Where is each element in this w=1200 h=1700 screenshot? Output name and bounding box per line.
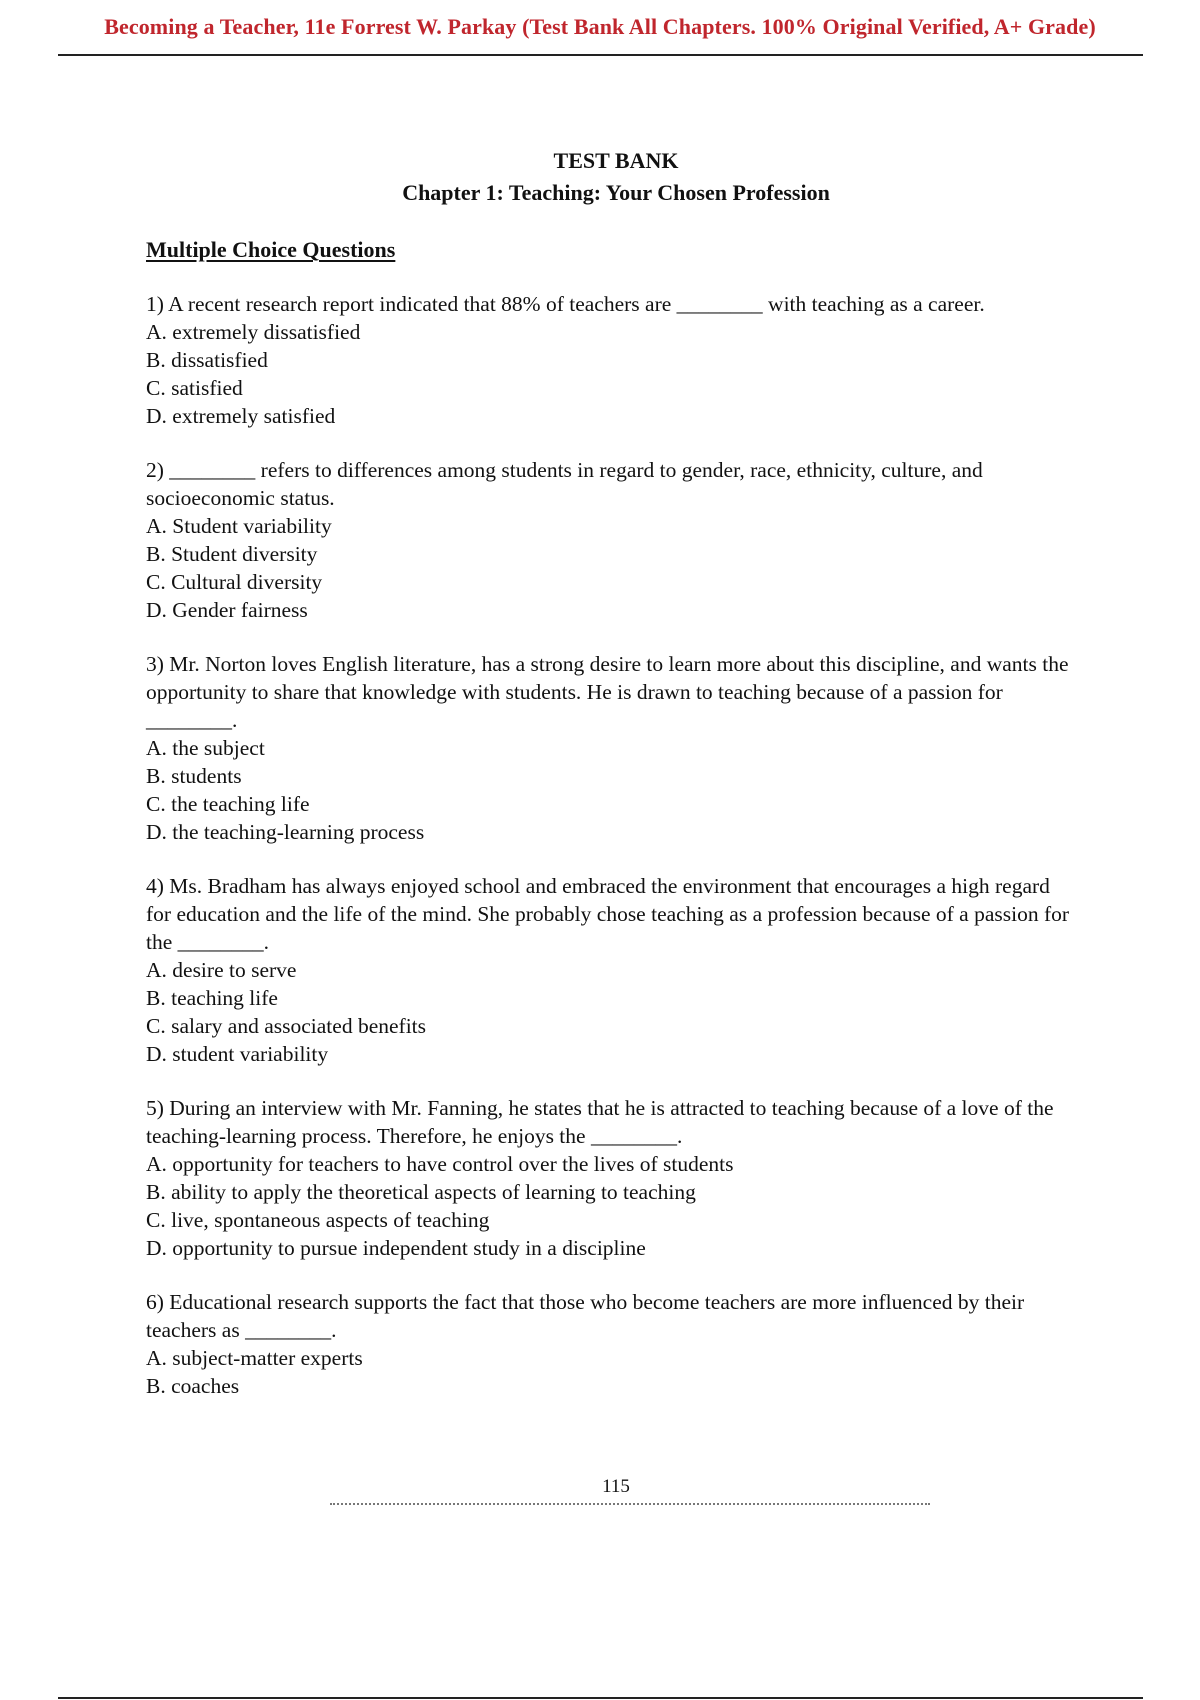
question-list — [146, 290, 1076, 1426]
answer-option: B. Student diversity — [146, 542, 318, 566]
page-number: 115 — [602, 1476, 630, 1497]
question-text: 6) Educational research supports the fact that those who become teachers are more influenced by their teachers as ________. — [146, 1290, 1025, 1342]
question-text: 4) Ms. Bradham has always enjoyed school and embraced the environment that encourages a high regard for education and the life of the mind. She probably chose teaching as a profession because of a passion for the ________. — [146, 874, 1070, 954]
answer-option: B. students — [146, 764, 242, 788]
question-text: 3) Mr. Norton loves English literature, has a strong desire to learn more about this discipline, and wants the opportunity to share that knowledge with students. He is drawn to teaching because of a passion for ________. — [146, 652, 1069, 732]
footer-dotted-line — [330, 1503, 930, 1505]
answer-option: A. the subject — [146, 736, 265, 760]
document-header — [0, 145, 1200, 209]
answer-option: D. student variability — [146, 1042, 329, 1066]
answer-option: C. live, spontaneous aspects of teaching — [146, 1208, 490, 1232]
bottom-divider — [58, 1697, 1143, 1699]
question-2 — [146, 456, 1076, 624]
doc-title: TEST BANK — [553, 148, 679, 173]
chapter-title: Chapter 1: Teaching: Your Chosen Profession — [402, 180, 830, 205]
answer-option: B. dissatisfied — [146, 348, 268, 372]
answer-option: C. salary and associated benefits — [146, 1014, 427, 1038]
answer-option: D. extremely satisfied — [146, 404, 336, 428]
answer-option: B. coaches — [146, 1374, 240, 1398]
answer-option: C. Cultural diversity — [146, 570, 323, 594]
answer-option: C. satisfied — [146, 376, 243, 400]
document-banner-title: Becoming a Teacher, 11e Forrest W. Parkay (Test Bank All Chapters. 100% Original Verified, A+ Grade) — [104, 14, 1096, 39]
question-1 — [146, 290, 1076, 430]
question-4 — [146, 872, 1076, 1068]
question-text: 5) During an interview with Mr. Fanning, he states that he is attracted to teaching because of a love of the teaching-learning process. Therefore, he enjoys the ________. — [146, 1096, 1054, 1148]
answer-option: C. the teaching life — [146, 792, 310, 816]
answer-option: A. subject-matter experts — [146, 1346, 363, 1370]
answer-option: A. opportunity for teachers to have control over the lives of students — [146, 1152, 734, 1176]
answer-option: B. ability to apply the theoretical aspects of learning to teaching — [146, 1180, 696, 1204]
answer-option: D. the teaching-learning process — [146, 820, 425, 844]
question-5 — [146, 1094, 1076, 1262]
answer-option: D. opportunity to pursue independent study in a discipline — [146, 1236, 646, 1260]
section-heading: Multiple Choice Questions — [146, 237, 396, 262]
question-text: 1) A recent research report indicated that 88% of teachers are ________ with teaching as a career. — [146, 292, 985, 316]
answer-option: B. teaching life — [146, 986, 278, 1010]
question-6 — [146, 1288, 1076, 1400]
question-text: 2) ________ refers to differences among students in regard to gender, race, ethnicity, culture, and socioeconomic status. — [146, 458, 983, 510]
banner-divider — [58, 54, 1143, 56]
answer-option: A. desire to serve — [146, 958, 297, 982]
question-3 — [146, 650, 1076, 846]
answer-option: A. Student variability — [146, 514, 332, 538]
answer-option: D. Gender fairness — [146, 598, 308, 622]
answer-option: A. extremely dissatisfied — [146, 320, 361, 344]
